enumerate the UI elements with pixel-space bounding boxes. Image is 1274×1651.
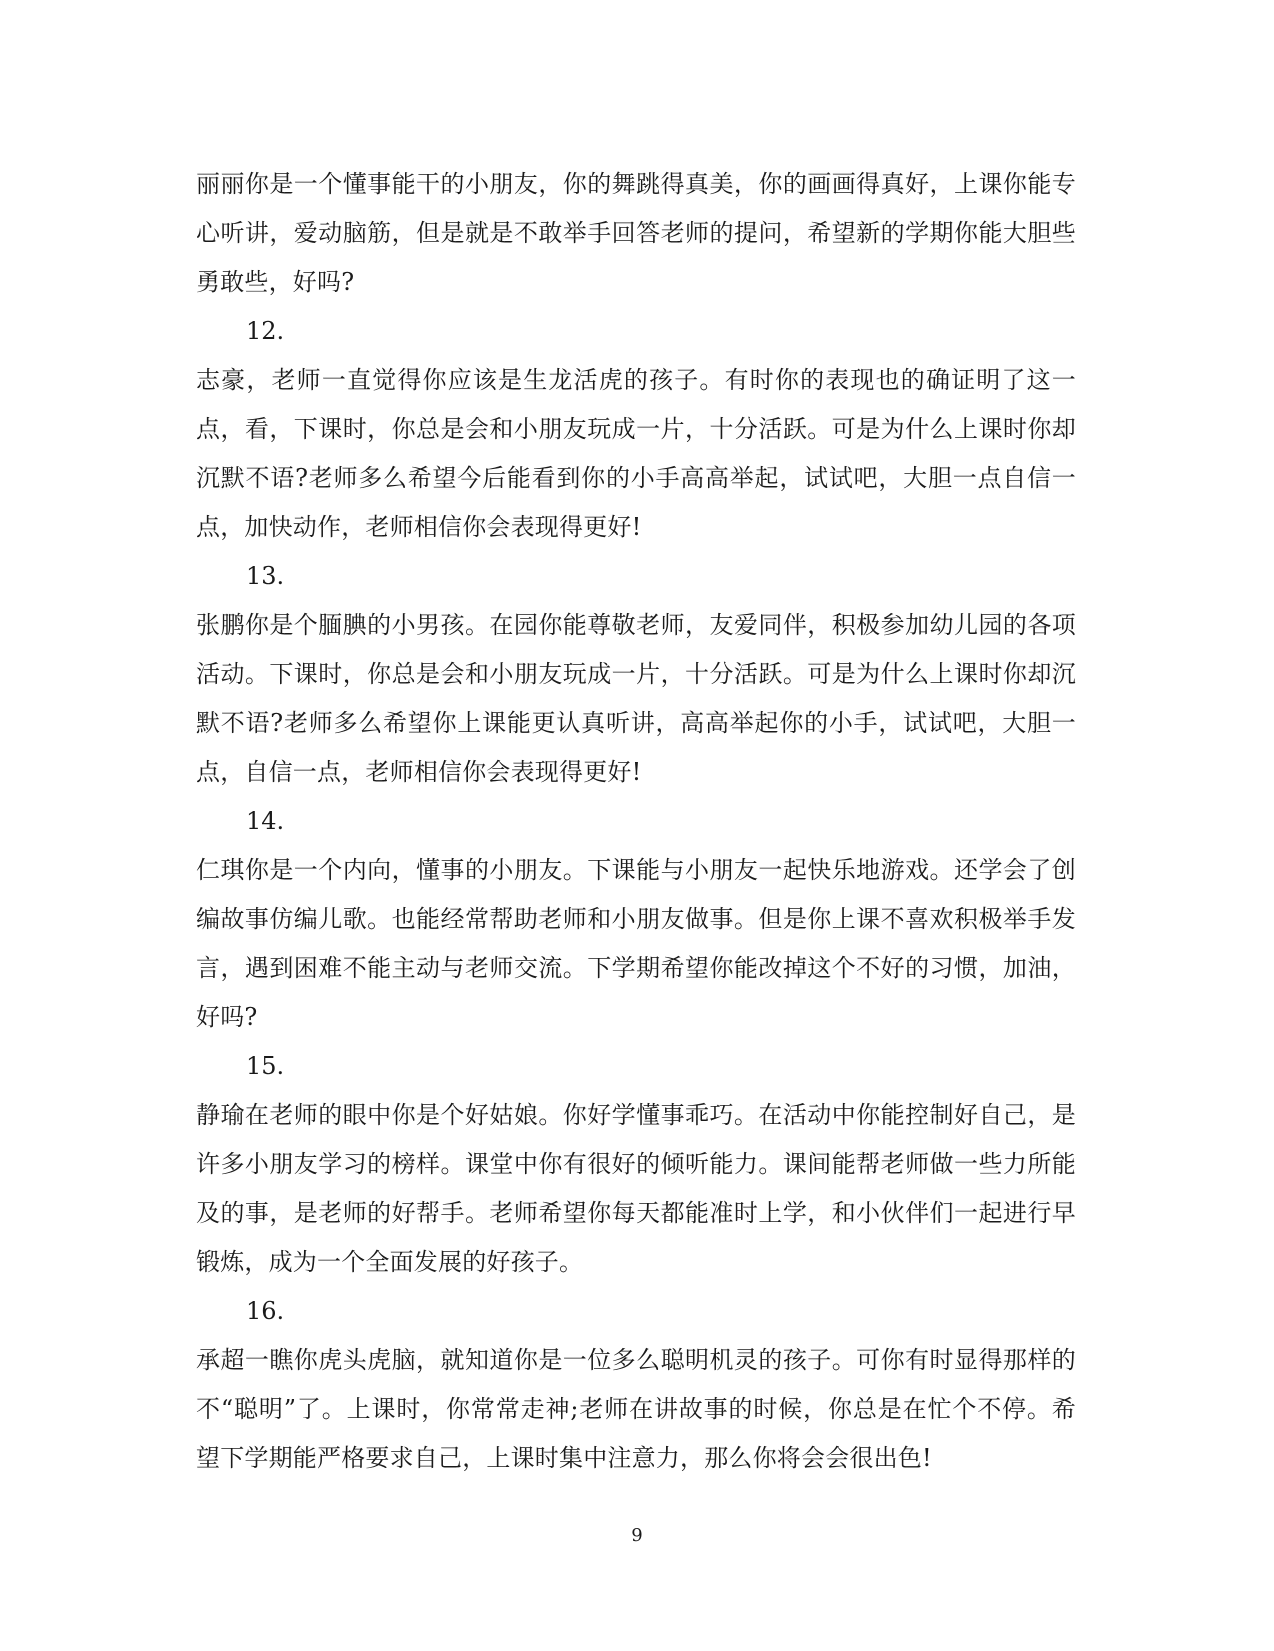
item-number-15: 15. <box>246 1052 285 1080</box>
item-number-12: 12. <box>246 317 285 345</box>
item-number-13: 13. <box>246 562 285 590</box>
page-content <box>196 160 1076 1483</box>
paragraph-renqi: 仁琪你是一个内向，懂事的小朋友。下课能与小朋友一起快乐地游戏。还学会了创编故事仿编儿歌。也能经常帮助老师和小朋友做事。但是你上课不喜欢积极举手发言，遇到困难不能主动与老师交流。下学期希望你能改掉这个不好的习惯，加油，好吗? <box>196 856 1076 1031</box>
item-number-16: 16. <box>246 1297 285 1325</box>
item-number-14: 14. <box>246 807 285 835</box>
paragraph-zhihao: 志豪，老师一直觉得你应该是生龙活虎的孩子。有时你的表现也的确证明了这一点，看，下课时，你总是会和小朋友玩成一片，十分活跃。可是为什么上课时你却沉默不语?老师多么希望今后能看到你的小手高高举起，试试吧，大胆一点自信一点，加快动作，老师相信你会表现得更好! <box>196 366 1076 541</box>
paragraph-jingyu: 静瑜在老师的眼中你是个好姑娘。你好学懂事乖巧。在活动中你能控制好自己，是许多小朋友学习的榜样。课堂中你有很好的倾听能力。课间能帮老师做一些力所能及的事，是老师的好帮手。老师希望你每天都能准时上学，和小伙伴们一起进行早锻炼，成为一个全面发展的好孩子。 <box>196 1101 1076 1276</box>
paragraph-zhangpeng: 张鹏你是个腼腆的小男孩。在园你能尊敬老师，友爱同伴，积极参加幼儿园的各项活动。下课时，你总是会和小朋友玩成一片，十分活跃。可是为什么上课时你却沉默不语?老师多么希望你上课能更认真听讲，高高举起你的小手，试试吧，大胆一点，自信一点，老师相信你会表现得更好! <box>196 611 1076 786</box>
paragraph-lili: 丽丽你是一个懂事能干的小朋友，你的舞跳得真美，你的画画得真好，上课你能专心听讲，爱动脑筋，但是就是不敢举手回答老师的提问，希望新的学期你能大胆些勇敢些，好吗? <box>196 170 1076 296</box>
paragraph-chengchao: 承超一瞧你虎头虎脑，就知道你是一位多么聪明机灵的孩子。可你有时显得那样的不“聪明”了。上课时，你常常走神;老师在讲故事的时候，你总是在忙个不停。希望下学期能严格要求自己，上课时集中注意力，那么你将会会很出色! <box>196 1346 1076 1472</box>
page-number: 9 <box>631 1525 643 1546</box>
